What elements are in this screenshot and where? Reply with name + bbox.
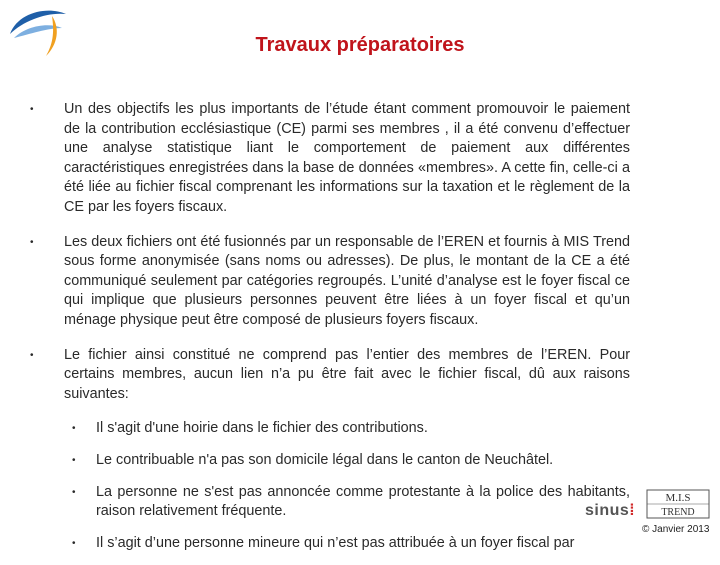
copyright-text: © Janvier 2013 (642, 524, 710, 535)
sub-bullet-text: Il s'agit d'une hoirie dans le fichier des contributions. (96, 420, 428, 437)
mis-logo-top: M.I.S (665, 492, 691, 504)
mis-logo-bottom: TREND (661, 507, 695, 518)
bullet-dot-icon: • (30, 104, 34, 115)
sinus-logo (583, 502, 637, 520)
sub-bullet-text: Le contribuable n'a pas son domicile légal dans le canton de Neuchâtel. (96, 451, 554, 468)
bullet-text: Le fichier ainsi constitué ne comprend pas l’entier des membres de l’EREN. Pour certains membres, aucun lien n’a pu être fait avec le fichier fiscal, dû aux raisons suivantes: (64, 346, 630, 402)
sinus-logo-text: sinus (585, 502, 630, 519)
bullet-text: Un des objectifs les plus importants de l’étude étant comment promouvoir le paiement de la contribution ecclésiastique (CE) parmi ses membres , il a été convenu d’effectuer une analyse statistique liant le comportement de paiement aux différentes caractéristiques enregistrées dans la base de données «membres». A cette fin, celle-ci a été liée au fichier fiscal comprenant les informations sur la taxation et le règlement de la CE par les foyers fiscaux. (64, 101, 630, 215)
bullet-item (30, 100, 630, 218)
sub-bullet-item (72, 451, 630, 471)
mis-trend-logo (646, 489, 710, 519)
content-body (30, 100, 630, 565)
bullet-dot-icon: • (72, 537, 76, 549)
bullet-item (30, 233, 630, 331)
page-title: Travaux préparatoires (255, 34, 465, 56)
bullet-dot-icon: • (30, 236, 34, 248)
bullet-text: Les deux fichiers ont été fusionnés par un responsable de l’EREN et fournis à MIS Trend sous forme anonymisée (sans noms ou adresses). De plus, le montant de la CE a été communiqué seulement par catégories regroupés. L’unité d’analyse est le foyer fiscal ce qui implique que plusieurs personnes peuvent être liées à un foyer fiscal et qu’un ménage physique peut être composé de plusieurs foyers fiscaux. (64, 233, 630, 328)
bullet-dot-icon: • (72, 454, 76, 466)
sub-bullet-text: Il s’agit d’une personne mineure qui n’est pas attribuée à un foyer fiscal par (96, 534, 575, 551)
bullet-item (30, 346, 630, 405)
sub-bullet-text: La personne ne s'est pas annoncée comme protestante à la police des habitants, raison relativement fréquente. (96, 483, 630, 520)
bullet-dot-icon: • (72, 423, 76, 435)
bullet-dot-icon: • (30, 349, 34, 361)
sub-bullet-item (72, 534, 630, 554)
sub-bullet-item (72, 419, 630, 439)
sinus-dots-icon: ⁞ (629, 502, 636, 519)
bullet-dot-icon: • (72, 486, 76, 498)
sub-bullet-item (72, 483, 630, 522)
